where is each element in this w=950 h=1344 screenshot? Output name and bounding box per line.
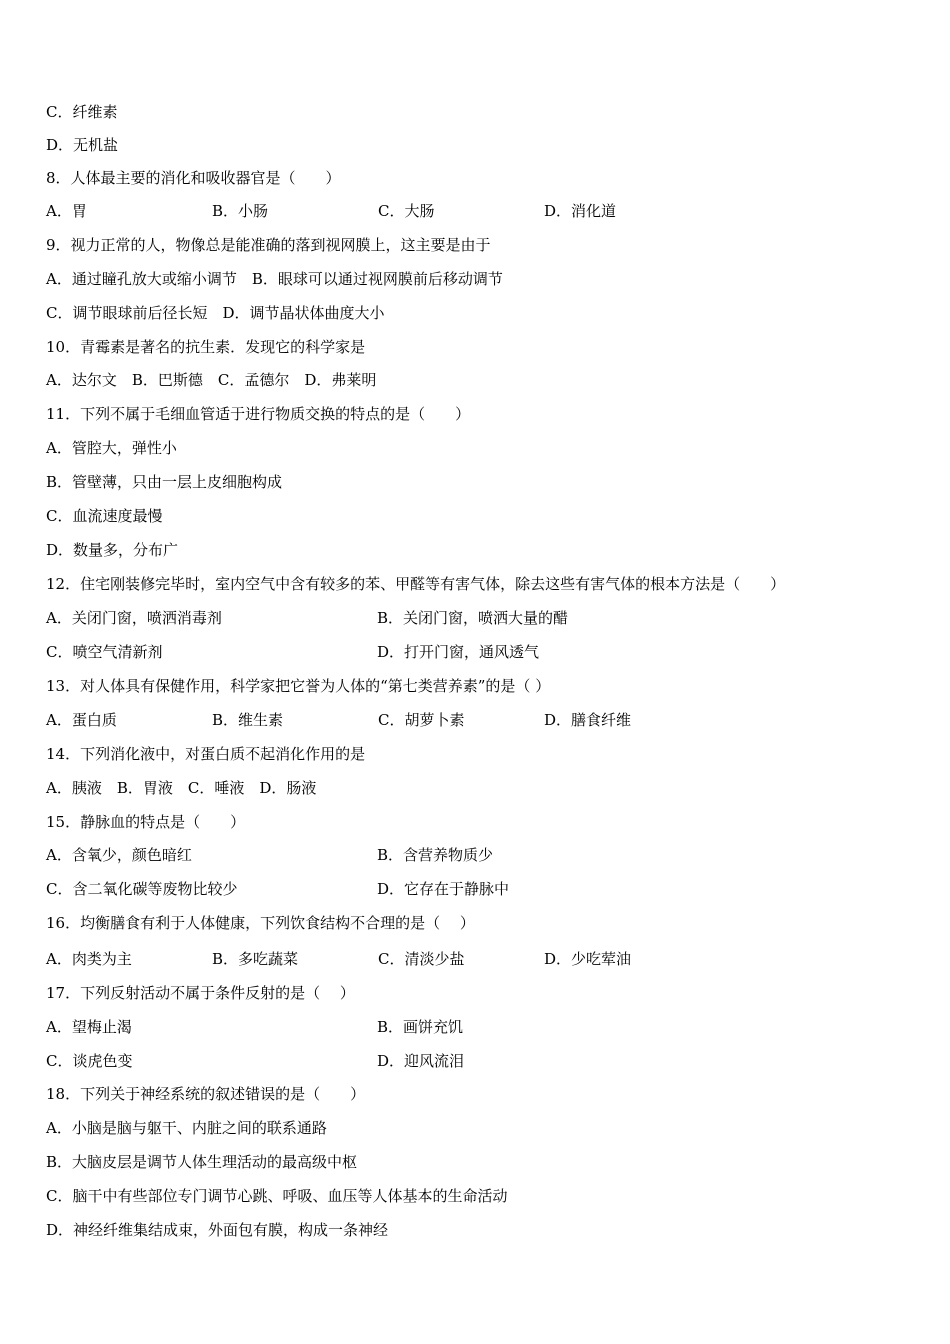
question-18-stem: 18．下列关于神经系统的叙述错误的是（ ） — [46, 1085, 366, 1103]
question-16-options — [46, 949, 710, 969]
q16-option-c: C．清淡少盐 — [378, 950, 465, 968]
q18-option-c: C．脑干中有些部位专门调节心跳、呼吸、血压等人体基本的生命活动 — [46, 1187, 508, 1205]
q12-options-ab — [46, 608, 708, 628]
question-14-stem: 14．下列消化液中，对蛋白质不起消化作用的是 — [46, 745, 366, 763]
q9-options-ab: A．通过瞳孔放大或缩小调节 B．眼球可以通过视网膜前后移动调节 — [46, 270, 503, 288]
q8-option-b: B．小肠 — [212, 202, 269, 220]
q12-option-b: B．关闭门窗，喷洒大量的醋 — [377, 609, 569, 627]
q8-option-d: D．消化道 — [544, 202, 617, 220]
q12-options-cd — [46, 642, 708, 662]
q13-option-b: B．维生素 — [212, 711, 284, 729]
q11-option-d: D．数量多，分布广 — [46, 541, 179, 559]
q8-option-c: C．大肠 — [378, 202, 435, 220]
q11-option-b: B．管壁薄，只由一层上皮细胞构成 — [46, 473, 283, 491]
q17-option-a: A．望梅止渴 — [46, 1018, 132, 1036]
q17-option-d: D．迎风流泪 — [377, 1052, 465, 1070]
q9-options-cd: C．调节眼球前后径长短 D．调节晶状体曲度大小 — [46, 304, 385, 322]
q18-option-a: A．小脑是脑与躯干、内脏之间的联系通路 — [46, 1119, 327, 1137]
question-15-stem: 15．静脉血的特点是（ ） — [46, 813, 246, 831]
q15-option-a: A．含氧少，颜色暗红 — [46, 846, 192, 864]
option-c-prev: C．纤维素 — [46, 103, 118, 121]
question-10-stem: 10．青霉素是著名的抗生素．发现它的科学家是 — [46, 338, 366, 356]
q11-option-a: A．管腔大，弹性小 — [46, 439, 177, 457]
q17-options-cd — [46, 1051, 708, 1071]
question-16-stem: 16．均衡膳食有利于人体健康，下列饮食结构不合理的是（ ） — [46, 914, 475, 932]
q17-option-b: B．画饼充饥 — [377, 1018, 464, 1036]
q15-options-cd — [46, 879, 708, 899]
q16-option-a: A．肉类为主 — [46, 950, 132, 968]
question-8-options — [46, 201, 710, 221]
question-11-stem: 11．下列不属于毛细血管适于进行物质交换的特点的是（ ） — [46, 405, 471, 423]
q16-option-d: D．少吃荤油 — [544, 950, 632, 968]
q18-option-d: D．神经纤维集结成束，外面包有膜，构成一条神经 — [46, 1221, 389, 1239]
q15-option-d: D．它存在于静脉中 — [377, 880, 510, 898]
q18-option-b: B．大脑皮层是调节人体生理活动的最高级中枢 — [46, 1153, 358, 1171]
question-12-stem: 12．住宅刚装修完毕时，室内空气中含有较多的苯、甲醛等有害气体，除去这些有害气体的根本方法是（ ） — [46, 575, 786, 593]
question-8-stem: 8．人体最主要的消化和吸收器官是（ ） — [46, 169, 341, 187]
q10-options: A．达尔文 B．巴斯德 C．孟德尔 D．弗莱明 — [46, 371, 377, 389]
question-13-stem: 13．对人体具有保健作用，科学家把它誉为人体的“第七类营养素”的是（ ） — [46, 677, 551, 695]
question-13-options — [46, 710, 710, 730]
q13-option-d: D．膳食纤维 — [544, 711, 632, 729]
q17-options-ab — [46, 1017, 708, 1037]
q12-option-a: A．关闭门窗，喷洒消毒剂 — [46, 609, 222, 627]
q16-option-b: B．多吃蔬菜 — [212, 950, 299, 968]
question-9-stem: 9．视力正常的人，物像总是能准确的落到视网膜上，这主要是由于 — [46, 236, 491, 254]
q15-option-b: B．含营养物质少 — [377, 846, 494, 864]
q13-option-a: A．蛋白质 — [46, 711, 117, 729]
question-17-stem: 17．下列反射活动不属于条件反射的是（ ） — [46, 984, 355, 1002]
q17-option-c: C．谈虎色变 — [46, 1052, 133, 1070]
option-d-prev: D．无机盐 — [46, 136, 119, 154]
q14-options: A．胰液 B．胃液 C．唾液 D．肠液 — [46, 779, 317, 797]
q12-option-c: C．喷空气清新剂 — [46, 643, 163, 661]
q11-option-c: C．血流速度最慢 — [46, 507, 163, 525]
q13-option-c: C．胡萝卜素 — [378, 711, 465, 729]
q15-options-ab — [46, 845, 708, 865]
q8-option-a: A．胃 — [46, 202, 87, 220]
q12-option-d: D．打开门窗，通风透气 — [377, 643, 540, 661]
q15-option-c: C．含二氧化碳等废物比较少 — [46, 880, 238, 898]
